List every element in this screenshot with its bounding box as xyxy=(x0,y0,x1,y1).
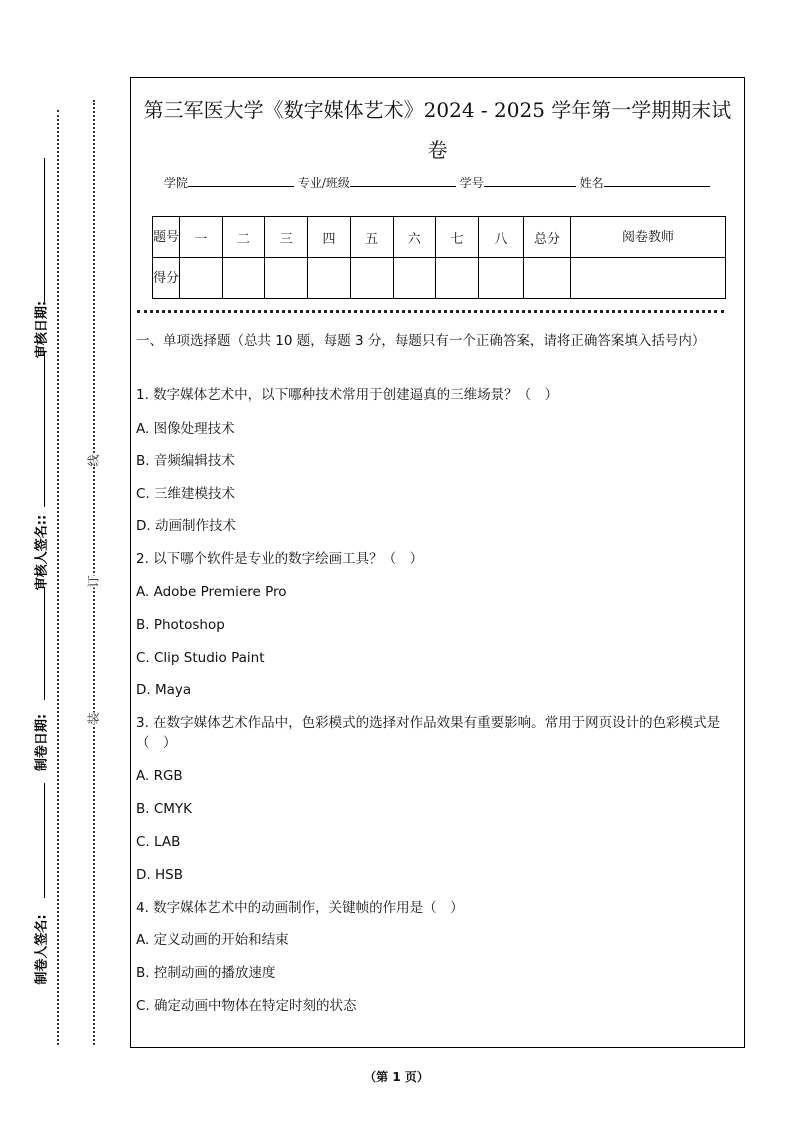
reviewer-sign-label: 审核人签名:: xyxy=(34,514,50,591)
score-cell[interactable] xyxy=(308,258,351,299)
binding-rule-1 xyxy=(44,158,45,302)
score-table-header-row xyxy=(153,217,726,258)
title-line-1: 第三军医大学《数字媒体艺术》2024 - 2025 学年第一学期期末试 xyxy=(143,98,732,122)
col-header-5: 五 xyxy=(350,217,393,258)
question-2-option-a: A. Adobe Premiere Pro xyxy=(136,584,287,600)
title-line-2: 卷 xyxy=(427,138,448,162)
exam-frame xyxy=(130,77,745,1048)
score-cell[interactable] xyxy=(222,258,265,299)
binding-char-xian: 线 xyxy=(83,454,104,466)
student-id-field[interactable] xyxy=(484,174,576,187)
binding-rule-3 xyxy=(44,587,45,700)
score-cell[interactable] xyxy=(436,258,479,299)
binding-rule-4 xyxy=(44,783,45,898)
dotted-separator xyxy=(137,310,724,313)
col-header-total: 总分 xyxy=(524,217,571,258)
student-id-label: 学号 xyxy=(459,176,484,190)
col-header-8: 八 xyxy=(479,217,524,258)
name-label: 姓名 xyxy=(579,176,604,190)
question-2-option-b: B. Photoshop xyxy=(136,617,225,633)
question-4-option-a: A. 定义动画的开始和结束 xyxy=(136,932,289,948)
binding-char-zhuang: 装 xyxy=(83,712,104,724)
question-1-option-c: C. 三维建模技术 xyxy=(136,486,236,502)
score-cell[interactable] xyxy=(350,258,393,299)
question-3-option-a: A. RGB xyxy=(136,768,183,784)
question-2-stem: 2. 以下哪个软件是专业的数字绘画工具？（ ） xyxy=(136,551,424,567)
col-header-7: 七 xyxy=(436,217,479,258)
maker-sign-label: 制卷人签名: xyxy=(34,914,50,985)
question-1-option-d: D. 动画制作技术 xyxy=(136,518,236,534)
question-1-option-a: A. 图像处理技术 xyxy=(136,421,235,437)
score-table xyxy=(152,216,726,299)
question-4-option-b: B. 控制动画的播放速度 xyxy=(136,965,276,981)
question-3-option-b: B. CMYK xyxy=(136,801,193,817)
col-header-tihao: 题号 xyxy=(153,217,180,258)
major-field[interactable] xyxy=(350,174,456,187)
col-header-6: 六 xyxy=(393,217,436,258)
col-header-4: 四 xyxy=(308,217,351,258)
score-cell[interactable] xyxy=(265,258,308,299)
question-2-option-c: C. Clip Studio Paint xyxy=(136,650,265,666)
question-2-option-d: D. Maya xyxy=(136,682,192,698)
page-number: （第 1 页） xyxy=(364,1070,429,1084)
col-header-2: 二 xyxy=(222,217,265,258)
maker-date-label: 制卷日期: xyxy=(34,713,50,772)
score-table-score-row xyxy=(153,258,726,299)
college-field[interactable] xyxy=(188,174,294,187)
score-cell[interactable] xyxy=(479,258,524,299)
binding-dotted-line-left xyxy=(57,110,59,1045)
col-header-3: 三 xyxy=(265,217,308,258)
question-3-option-d: D. HSB xyxy=(136,867,183,883)
student-info-row xyxy=(164,174,710,191)
row-label-score: 得分 xyxy=(153,258,180,299)
question-4-option-c: C. 确定动画中物体在特定时刻的状态 xyxy=(136,998,357,1014)
question-1-stem: 1. 数字媒体艺术中，以下哪种技术常用于创建逼真的三维场景？（ ） xyxy=(136,387,559,403)
question-1-option-b: B. 音频编辑技术 xyxy=(136,453,235,469)
binding-char-ding: 订 xyxy=(83,575,104,587)
col-header-1: 一 xyxy=(180,217,223,258)
major-label: 专业/班级 xyxy=(297,176,350,190)
college-label: 学院 xyxy=(164,176,189,190)
question-4-stem: 4. 数字媒体艺术中的动画制作，关键帧的作用是（ ） xyxy=(136,900,464,916)
col-header-grader: 阅卷教师 xyxy=(571,217,726,258)
name-field[interactable] xyxy=(604,174,710,187)
binding-rule-2 xyxy=(44,352,45,507)
score-cell[interactable] xyxy=(180,258,223,299)
reviewer-date-label: 审核日期: xyxy=(34,300,50,359)
section-1-heading: 一、单项选择题（总共 10 题，每题 3 分，每题只有一个正确答案，请将正确答案填入括号内） xyxy=(136,333,706,349)
score-cell[interactable] xyxy=(393,258,436,299)
exam-title xyxy=(131,90,744,170)
question-3-option-c: C. LAB xyxy=(136,834,181,850)
score-cell-total[interactable] xyxy=(524,258,571,299)
question-3-stem: 3. 在数字媒体艺术作品中，色彩模式的选择对作品效果有重要影响。常用于网页设计的色彩模式是（ ） xyxy=(136,715,721,751)
binding-dotted-line-right xyxy=(93,100,95,1045)
score-cell-grader[interactable] xyxy=(571,258,726,299)
